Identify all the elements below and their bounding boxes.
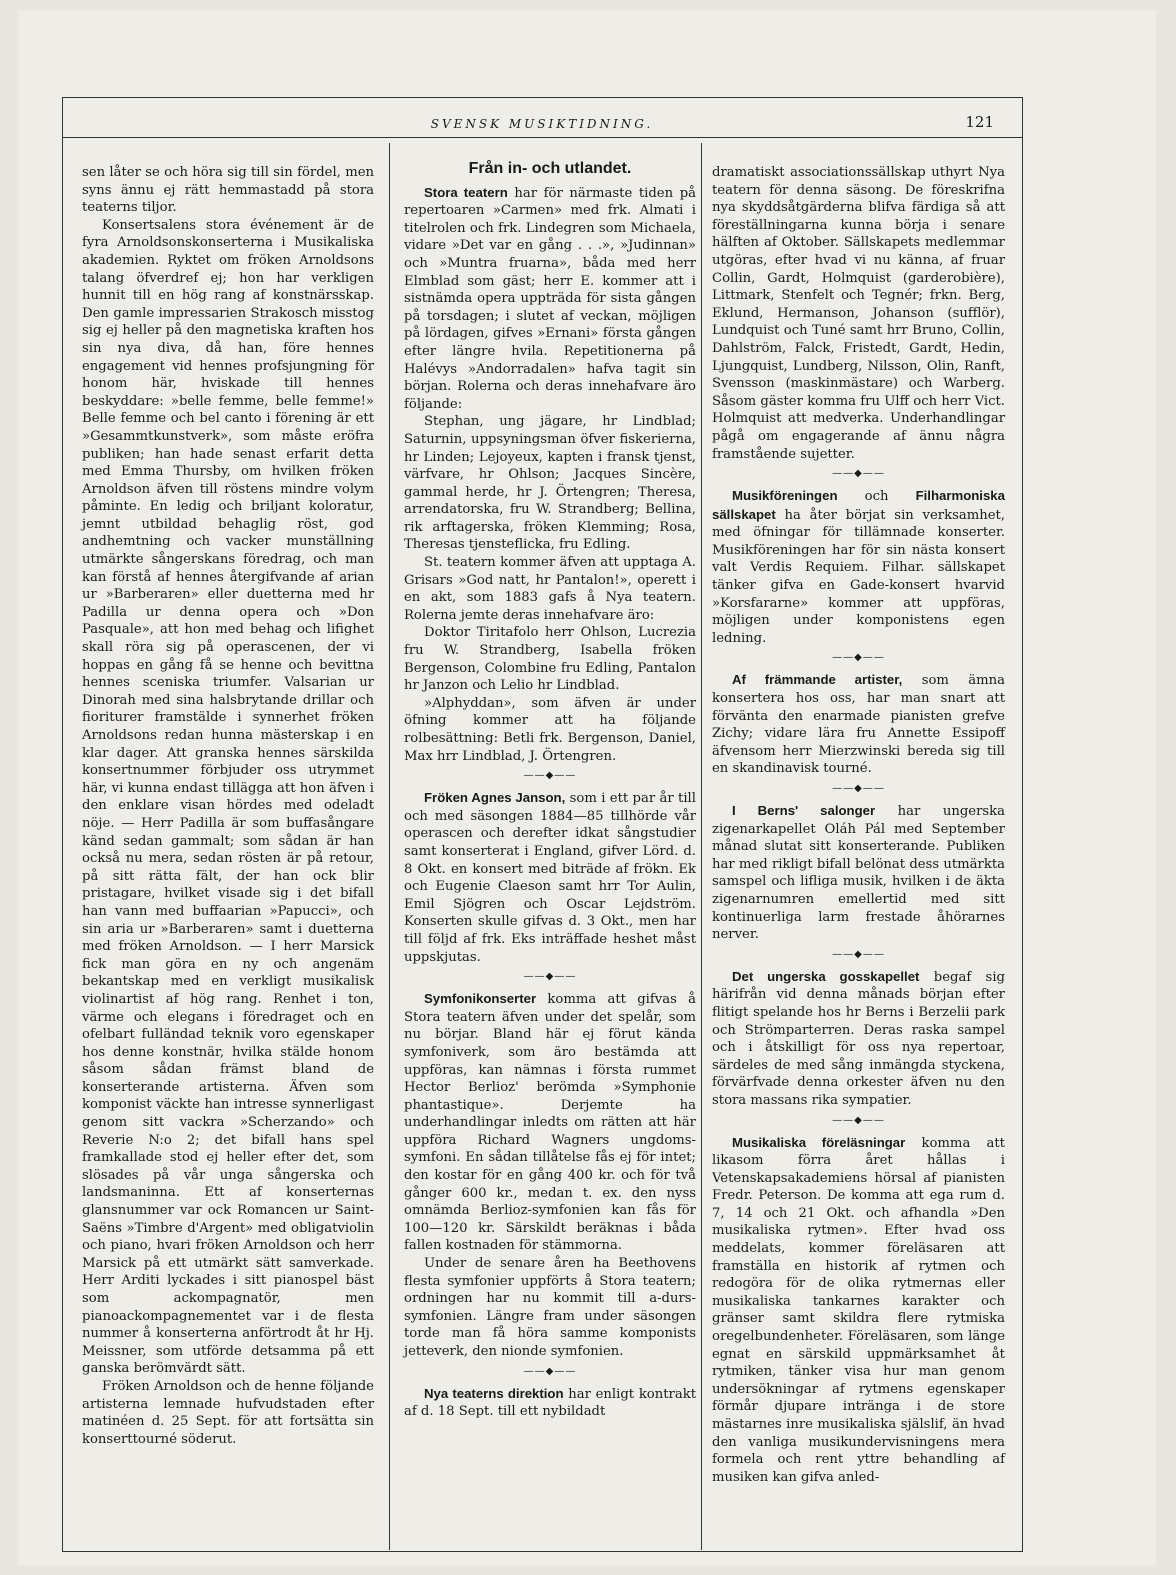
article-heading: Stora teatern: [424, 184, 508, 200]
column-divider-1: [389, 143, 390, 1550]
separator-ornament: ——◆——: [523, 971, 577, 983]
section-title: Från in- och utlandet.: [468, 160, 632, 177]
column-1: [82, 164, 374, 1448]
article-heading: Filharmoniska sällskapet: [712, 488, 1005, 522]
page-number: 121: [965, 113, 994, 131]
separator-ornament: ——◆——: [832, 948, 885, 960]
article-symfonikonserter: [404, 990, 696, 1255]
article-forelasningar: [712, 1134, 1005, 1487]
article-body: har för närmaste tiden på repertoaren »Carmen» med frk. Almati i titelrolen och frk. Lindegren som Michaela, vidare »Det var en gång . . .», »Judinnan» och »Muntra fruarna», båda med herr Elmblad som gäst; herr E. kommer att i sistnämda opera uppträda för sista gången på torsdagen; i slutet af veckan, möjligen på lördagen, gifves »Ernani» första gången efter längre hvila. Repetitionerna på Halévys »Andorradalen» hafva tagit sin början. Rolerna och deras innehafvare äro följande:: [404, 185, 697, 412]
paragraph: Konsertsalens stora événement är de fyra Arnoldsonskonserterna i Musikaliska akademien. Ryktet om fröken Arnoldsons talang öfverdref ej; hon har verkligen hunnit till en hög rang af konstnärsskap. Den gamle impressarien Strakosch misstog sig ej heller på den magnetiska kraften hos sin nya diva, då han, före hennes engagement vid hennes profsjungning för honom här, hviskade till hennes beskyddare: »belle femme, belle femme!» Belle femme och bel canto i förening är ett »Gesammtkunstverk», som måste eröfra publiken; han hade senast erfarit detta med Emma Thursby, om hvilken fröken Arnoldson äfven till röstens mindre volym påminte. En ledig och briljant koloratur, jemnt utbildad behaglig röst, god andhemtning och vacker munställning utmärkte sångerskans föredrag, och man kan förstå af hennes återgifvande af arian ur »Barberaren» eller duetterna med hr Padilla ur denna opera och »Don Pasquale», att hon med behag och lifighet skall röra sig på operascenen, der vi hoppas en gång få se henne och bevittna hennes sceniska triumfer. Valsarian ur Dinorah med sina halsbrytande drillar och fioriturer framstälde i synnerhet fröken Arnoldsons redan hunna mästerskap i en klar dager. Att granska hennes särskilda konsertnummer förbjuder oss utrymmet här, vi kunna endast tillägga att hon äfven i den enklare visan hördes med odeladt nöje. — Herr Padilla är som buffasångare känd sedan gammalt; som sådan är han också nu mera, sedan rösten är på retour, på sitt rätta fält, der han ock blir pristagare, hvilket visade sig i det bifall han vann med buffaarian »Papucci», och sin aria ur »Barberaren» samt i duetterna med fröken Arnoldson. — I herr Marsick fick man göra en ny och angenäm bekantskap med en verkligt musikalisk violinartist af hög rang. Renhet i ton, värme och elegans i föredraget och en ofelbart fulländad teknik voro egenskaper hos denne konstnär, hvilka stälde honom såsom sådan främst bland de konserterande artisterna. Äfven som komponist väckte han intresse synnerligast genom sitt vackra »Scherzando» och Reverie N:o 2; det bifall hans spel framkallade stod ej heller efter det, som slösades på vår unga sångerska och landsmaninna. Ett af konserternas glansnummer var ock Romancen ur Saint-Saëns »Timbre d'Argent» med obligatviolin och piano, hvari fröken Arnoldson och herr Marsick på ett utmärkt sätt samverkade. Herr Arditi lyckades i sitt pianospel bäst som ackompagnatör, men pianoackompagnementet var i de flesta nummer å konserterna anförtrodt åt hr Hj. Meissner, som utförde detsamma på ett ganska berömvärdt sätt.: [82, 217, 374, 1377]
paragraph: sen låter se och höra sig till sin fördel, men syns ännu ej rätt hemmastadd på stora teaterns tiljor.: [82, 165, 374, 216]
separator-ornament: ——◆——: [523, 770, 577, 782]
article-heading: Fröken Agnes Janson,: [424, 790, 566, 806]
separator-ornament: ——◆——: [832, 1114, 885, 1126]
paragraph: Doktor Tiritafolo herr Ohlson, Lucrezia fru W. Strandberg, Isabella fröken Bergenson, Colombine fru Edling, Pantalon hr Janzon och Lelio hr Lindblad.: [404, 625, 696, 694]
article-body: och: [864, 489, 889, 505]
column-3: [712, 164, 1005, 1486]
article-heading: I Berns' salonger: [732, 803, 876, 818]
page-header: [62, 107, 1022, 138]
paragraph: dramatiskt associationssällskap uthyrt Nya teatern för denna säsong. De föreskrifna nya skyddsåtgärderna blifva färdiga så att föreställningarna kunna börja i senare hälften af Oktober. Sällskapets medlemmar utgöras, efter hvad vi nu känna, af fruar Collin, Gardt, Holmquist (garderobière), Littmark, Stenfelt och Tegnér; frkn. Berg, Eklund, Hermanson, Johanson (sufflör), Lundquist och Tuné samt hrr Bruno, Collin, Dahlström, Falck, Fristedt, Gardt, Hedin, Ljungquist, Lundberg, Nilsson, Olin, Ranft, Svensson (maskinmästare) och Warberg. Såsom gäster komma fru Ulff och herr Vict. Holmquist att medverka. Underhandlingar pågå om engagerande af ännu några framstående sujetter.: [712, 165, 1005, 462]
column-2: [404, 158, 696, 1421]
column-divider-2: [701, 143, 702, 1550]
article-stora-teatern: [404, 184, 696, 414]
article-body: komma att likasom förra året hållas i Vetenskapsakademiens hörsal af pianisten Fredr. Peterson. De komma att ega rum d. 7, 14 och 21 Okt. och afhandla »Den musikaliska rytmen». Efter hvad oss meddelats, kommer föreläsaren att framställa en historik af rytmen och redogöra för de olika rytmernas eller musikaliska tankarnes karakter och gränser samt skildra flere rytmiska oregelbundenheter. Föreläsaren, som länge egnat en särskild uppmärksamhet åt rytmiken, tänker visa hur man genom undersökningar af rytmens egenskaper förmår djupare intränga i de store mästarnes inre musikaliska själslif, än hvad den vanliga musikundervisningens mera formela och rent yttre behandling af musiken kan gifva anled-: [712, 1135, 1005, 1485]
paragraph: Stephan, ung jägare, hr Lindblad; Saturnin, uppsyningsman öfver fiskerierna, hr Linden; Lejoyeux, kapten i fransk tjenst, värfvare, hr Ohlson; Jacques Sincère, gammal herde, hr J. Örtengren; Theresa, arrendatorska, fru W. Strandberg; Bellina, rik arftagerska, fröken Klemming; Rosa, Theresas tjensteflicka, fru Edling.: [404, 414, 696, 553]
article-musikforeningen: [712, 487, 1005, 647]
separator-ornament: ——◆——: [832, 783, 885, 794]
article-heading: Nya teaterns direktion: [424, 1385, 564, 1401]
article-body: som ämna konsertera hos oss, har man snart att förvänta den enarmade pianisten grefve Zichy; vidare lära fru Annette Essipoff äfvensom herr Mierzwinski bereda sig till en skandinavisk tourné.: [712, 673, 1005, 777]
article-body: komma att gifvas å Stora teatern äfven under det spelår, som nu börjar. Bland här ej förut kända symfoniverk, som äro bestämda att uppföras, kan nämnas i första rummet Hector Berlioz' berömda »Symphonie phantastique». Derjemte ha underhandlingar inledts om rätten att här uppföra Richard Wagners ungdoms-symfoni. En sådan tillåtelse fås ej för intet; den kostar för en gång 400 kr. och för två gånger 600 kr., medan t. ex. den nyss omnämda Berlioz-symfonien kan fås för 100—120 kr. Särskildt beräknas i båda fallen kostnaden för stämmorna.: [404, 992, 696, 1254]
article-berns: [712, 802, 1005, 944]
article-heading: Musikaliska föreläsningar: [732, 1134, 906, 1150]
article-body: har ungerska zigenarkapellet Oláh Pál med September månad slutat sitt konserterande. Publiken har med rikligt bifall belönat dess utmärkta samspel och lifliga musik, hvilken i de äkta zigenarnumren emellertid med sitt kontinuerliga larm frestade åhörarnes nerver.: [712, 804, 1005, 943]
paragraph: St. teatern kommer äfven att upptaga A. Grisars »God natt, hr Pantalon!», operett i en akt, som 1883 gafs å Nya teatern. Rolerna jemte deras innehafvare äro:: [404, 555, 696, 623]
article-janson: [404, 789, 696, 966]
paragraph: »Alphyddan», som äfven är under öfning kommer att ha följande rolbesättning: Betli frk. Bergenson, Daniel, Max hrr Lindblad, J. Örtengren.: [404, 695, 696, 764]
article-gosskapellet: [712, 968, 1005, 1110]
separator-ornament: ——◆——: [832, 468, 885, 480]
separator-ornament: ——◆——: [523, 1365, 577, 1377]
article-artister: [712, 671, 1005, 778]
paragraph: Under de senare åren ha Beethovens flesta symfonier uppförts å Stora teatern; ordningen har nu kommit till a-durs-symfonien. Längre fram under säsongen torde man få höra samme komponists jetteverk, den nionde symfonien.: [404, 1256, 696, 1359]
article-body: som i ett par år till och med säsongen 1884—85 tillhörde vår operascen och derefter idkat sångstudier samt konserterat i England, gifver Lörd. d. 8 Okt. en konsert med biträde af frökn. Ek och Eugenie Claeson samt hrr Tor Aulin, Emil Sjögren och Oscar Lejdström. Konserten skulle gifvas d. 3 Okt., men har till följd af frk. Eks inträffade heshet måst uppskjutas.: [404, 791, 696, 965]
article-heading: Musikföreningen: [732, 488, 838, 504]
article-heading: Symfonikonserter: [424, 991, 537, 1007]
article-body: ha åter börjat sin verksamhet, med öfningar för tillämnade konserter. Musikföreningen har för sin nästa konsert valt Verdis Requiem. Filhar. sällskapet tänker gifva en Gade-konsert hvarvid »Korsfararne» kommer att uppföras, möjligen under komponistens egen ledning.: [712, 507, 1005, 646]
separator-ornament: ——◆——: [832, 652, 885, 664]
article-heading: Det ungerska gosskapellet: [732, 968, 920, 984]
article-nya-teatern: [404, 1385, 696, 1421]
paragraph: Fröken Arnoldson och de henne följande artisterna lemnade hufvudstaden efter matinéen d. 25 Sept. för att fortsätta sin konserttourné söderut.: [82, 1378, 374, 1447]
article-body: har enligt kontrakt af d. 18 Sept. till ett nybildadt: [404, 1386, 696, 1420]
article-heading: Af främmande artister,: [732, 672, 903, 688]
article-body: begaf sig härifrån vid denna månads början efter flitigt spelande hos hr Berns i Berzelii park och Strömparterren. Deras raska sampel och i åtskilligt för oss nya repertoar, särdeles de med sång inmängda styckena, förvärfvade denna orkester äfven nu den stora massans rika sympatier.: [712, 969, 1005, 1108]
running-title: SVENSK MUSIKTIDNING.: [430, 117, 654, 131]
